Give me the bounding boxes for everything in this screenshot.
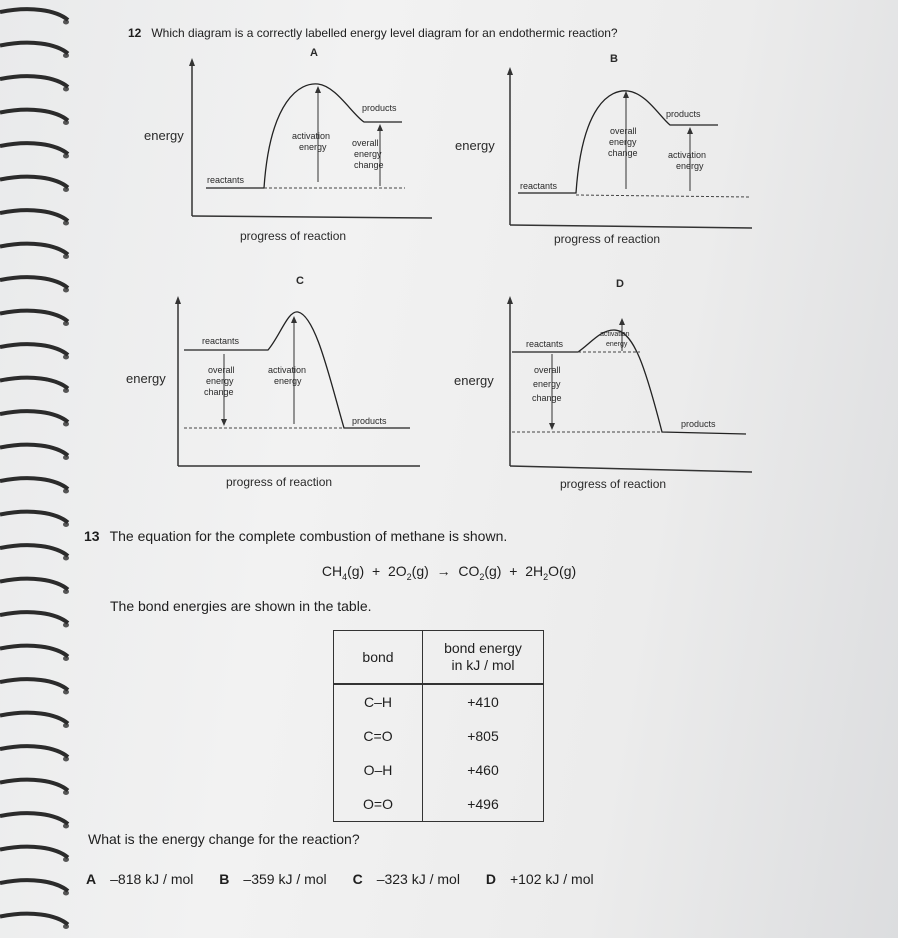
energy-label: energy [455,138,495,153]
x-axis [510,225,752,228]
combustion-equation [0,563,898,582]
option-letter: C [352,871,363,887]
diagram-c [120,270,430,495]
arrowhead [291,316,297,323]
arrowhead [221,419,227,426]
arrowhead [687,127,693,134]
spiral-binding [0,0,80,938]
binding-coil [0,445,68,456]
diagram-b [450,45,760,255]
energy-change-question: What is the energy change for the reaction? [88,831,360,847]
activation-label-2: energy [676,161,704,171]
x-axis-label: progress of reaction [226,475,333,489]
bond-cell: O–H [334,753,423,787]
x-axis-label: progress of reaction [560,477,667,491]
question-12 [128,26,618,40]
binding-coil [0,43,68,54]
header-line: in kJ / mol [451,657,515,673]
bond-cell: C–H [334,684,423,719]
binding-coil [0,311,68,322]
energy-cell: +805 [423,719,544,753]
binding-coil [0,780,68,791]
activation-label-2: energy [606,341,628,348]
table-header-row [334,631,544,685]
activation-label-1: activation [668,150,707,160]
overall-label-3: change [532,393,562,403]
y-axis-arrow [189,58,195,66]
binding-coil [0,110,68,121]
option-value: +102 kJ / mol [509,871,594,887]
binding-coil [0,746,68,757]
option-letter: D [485,871,496,887]
binding-coil [0,177,68,188]
products-label: products [362,103,397,113]
eq-term: 2O [387,563,407,579]
diagram-letter: D [616,278,624,290]
reactants-label: reactants [202,336,240,346]
overall-label-3: change [608,148,638,158]
arrowhead [549,423,555,430]
table-row [334,753,544,787]
eq-term: (g) [484,563,502,579]
overall-label-2: energy [609,137,637,147]
bond-cell: C=O [334,719,423,753]
eq-term: (g) [411,563,429,579]
binding-coil [0,210,68,221]
binding-coil [0,813,68,824]
diagram-letter: B [610,53,618,65]
option-b[interactable] [219,871,326,887]
activation-label-1: activation [268,365,307,375]
binding-coil [0,143,68,154]
diagram-d [450,270,760,495]
y-axis-arrow [507,296,513,304]
activation-label-2: energy [274,376,302,386]
bond-energy-table [333,630,544,822]
eq-subscript: 2 [543,571,549,582]
energy-cell: +496 [423,787,544,822]
activation-label-2: energy [299,142,327,152]
binding-coil [0,679,68,690]
binding-coil [0,277,68,288]
reactants-label: reactants [520,181,558,191]
binding-coil [0,478,68,489]
eq-plus: + [371,563,381,579]
option-letter: B [219,871,230,887]
arrowhead [377,124,383,131]
overall-label-2: energy [206,376,234,386]
activation-label-1: activation [600,331,630,338]
x-axis [510,466,752,472]
diagram-a [140,40,440,250]
activation-label-1: activation [292,131,331,141]
question-number: 13 [84,528,100,544]
header-bond: bond [334,631,423,685]
eq-term: (g) [347,563,365,579]
binding-coil [0,847,68,858]
question-text: The equation for the complete combustion of methane is shown. [109,528,508,544]
eq-subscript: 4 [342,571,348,582]
eq-subscript: 2 [479,571,485,582]
overall-label-2: energy [533,379,561,389]
question-number: 12 [128,26,142,40]
binding-coil [0,545,68,556]
reactants-label: reactants [207,175,245,185]
overall-label-1: overall [208,365,235,375]
option-d[interactable] [486,871,594,887]
table-intro: The bond energies are shown in the table. [110,598,372,614]
arrowhead [315,86,321,93]
overall-label-1: overall [534,365,561,375]
overall-label-1: overall [610,126,637,136]
option-value: –323 kJ / mol [376,871,460,887]
eq-term: CO [458,563,480,579]
arrowhead [623,91,629,98]
binding-coil [0,378,68,389]
answer-options [86,871,616,887]
header-line: bond energy [444,640,522,656]
table-row [334,684,544,719]
energy-label: energy [144,128,184,143]
diagram-letter: C [296,275,304,287]
reactants-label: reactants [526,339,564,349]
option-value: –359 kJ / mol [243,871,327,887]
question-text: Which diagram is a correctly labelled energy level diagram for an endothermic reaction? [151,26,618,40]
question-13 [84,528,507,544]
binding-coil [0,9,68,20]
option-letter: A [86,871,97,887]
products-label: products [666,109,701,119]
binding-coil [0,512,68,523]
diagram-letter: A [310,47,318,59]
binding-coil [0,76,68,87]
energy-cell: +460 [423,753,544,787]
x-axis-label: progress of reaction [554,232,661,246]
y-axis-arrow [507,67,513,75]
table-row [334,719,544,753]
binding-coil [0,411,68,422]
eq-arrow: → [436,563,451,579]
eq-subscript: 2 [406,571,412,582]
option-c[interactable] [353,871,460,887]
binding-coil [0,344,68,355]
eq-term: O(g) [548,563,577,579]
products-label: products [352,416,387,426]
energy-label: energy [126,371,166,386]
option-value: –818 kJ / mol [110,871,194,887]
eq-term: 2H [525,563,544,579]
energy-label: energy [454,373,494,388]
header-bond-energy [423,631,544,685]
binding-coil [0,244,68,255]
overall-label-3: change [354,160,384,170]
reactant-level-dashed [576,195,750,197]
binding-coil [0,646,68,657]
arrowhead [619,318,625,325]
energy-cell: +410 [423,684,544,719]
binding-coil [0,914,68,925]
overall-label-2: energy [354,149,382,159]
x-axis [192,216,432,218]
x-axis-label: progress of reaction [240,229,347,243]
binding-coil [0,880,68,891]
binding-coil [0,713,68,724]
y-axis-arrow [175,296,181,304]
overall-label-1: overall [352,138,379,148]
overall-label-3: change [204,387,234,397]
binding-coil [0,612,68,623]
table-row [334,787,544,822]
eq-term: CH [321,563,343,579]
bond-cell: O=O [334,787,423,822]
products-label: products [681,419,716,429]
eq-plus: + [509,563,518,579]
option-a[interactable] [86,871,193,887]
